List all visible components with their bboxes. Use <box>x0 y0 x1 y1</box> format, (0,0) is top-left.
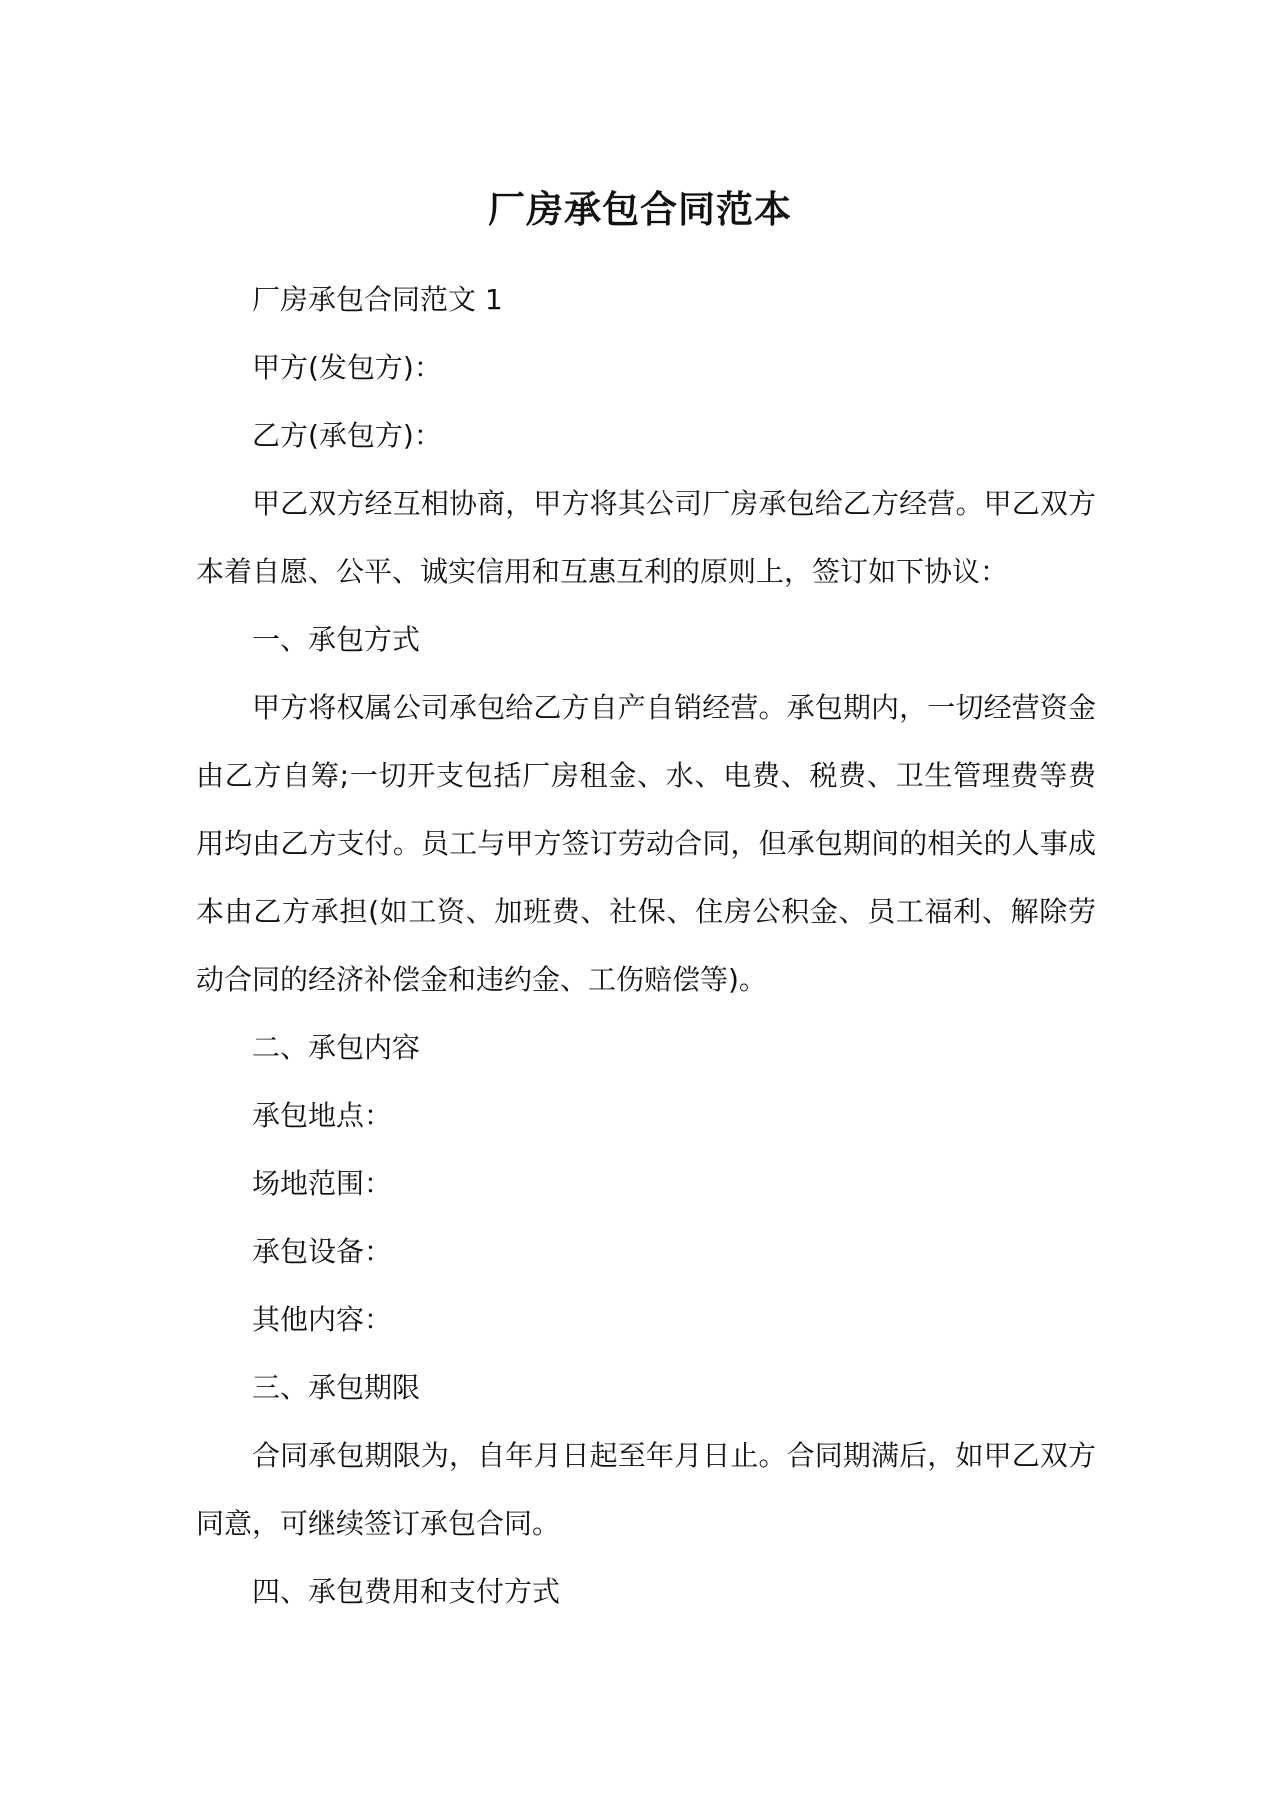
paragraph-party-a: 甲方(发包方)： <box>252 351 442 384</box>
document-body <box>196 266 1096 1626</box>
document-title: 厂房承包合同范本 <box>488 188 792 231</box>
field-other: 其他内容： <box>252 1303 393 1336</box>
field-location: 承包地点： <box>252 1099 393 1132</box>
paragraph-preamble: 甲乙双方经互相协商，甲方将其公司厂房承包给乙方经营。甲乙双方本着自愿、公平、诚实信用和互惠互利的原则上，签订如下协议： <box>196 487 1096 588</box>
section-heading-1: 一、承包方式 <box>252 623 421 656</box>
paragraph-section-3: 合同承包期限为，自年月日起至年月日止。合同期满后，如甲乙双方同意，可继续签订承包合同。 <box>196 1439 1096 1540</box>
field-equipment: 承包设备： <box>252 1235 393 1268</box>
field-site-scope: 场地范围： <box>252 1167 393 1200</box>
paragraph-section-1: 甲方将权属公司承包给乙方自产自销经营。承包期内，一切经营资金由乙方自筹;一切开支包括厂房租金、水、电费、税费、卫生管理费等费用均由乙方支付。员工与甲方签订劳动合同，但承包期间的相关的人事成本由乙方承担(如工资、加班费、社保、住房公积金、员工福利、解除劳动合同的经济补偿金和违约金、工伤赔偿等)。 <box>196 691 1096 996</box>
paragraph-party-b: 乙方(承包方)： <box>252 419 442 452</box>
section-heading-2: 二、承包内容 <box>252 1031 421 1064</box>
section-heading-3: 三、承包期限 <box>252 1371 421 1404</box>
section-heading-4: 四、承包费用和支付方式 <box>252 1575 561 1608</box>
paragraph-subtitle: 厂房承包合同范文 1 <box>252 283 503 316</box>
